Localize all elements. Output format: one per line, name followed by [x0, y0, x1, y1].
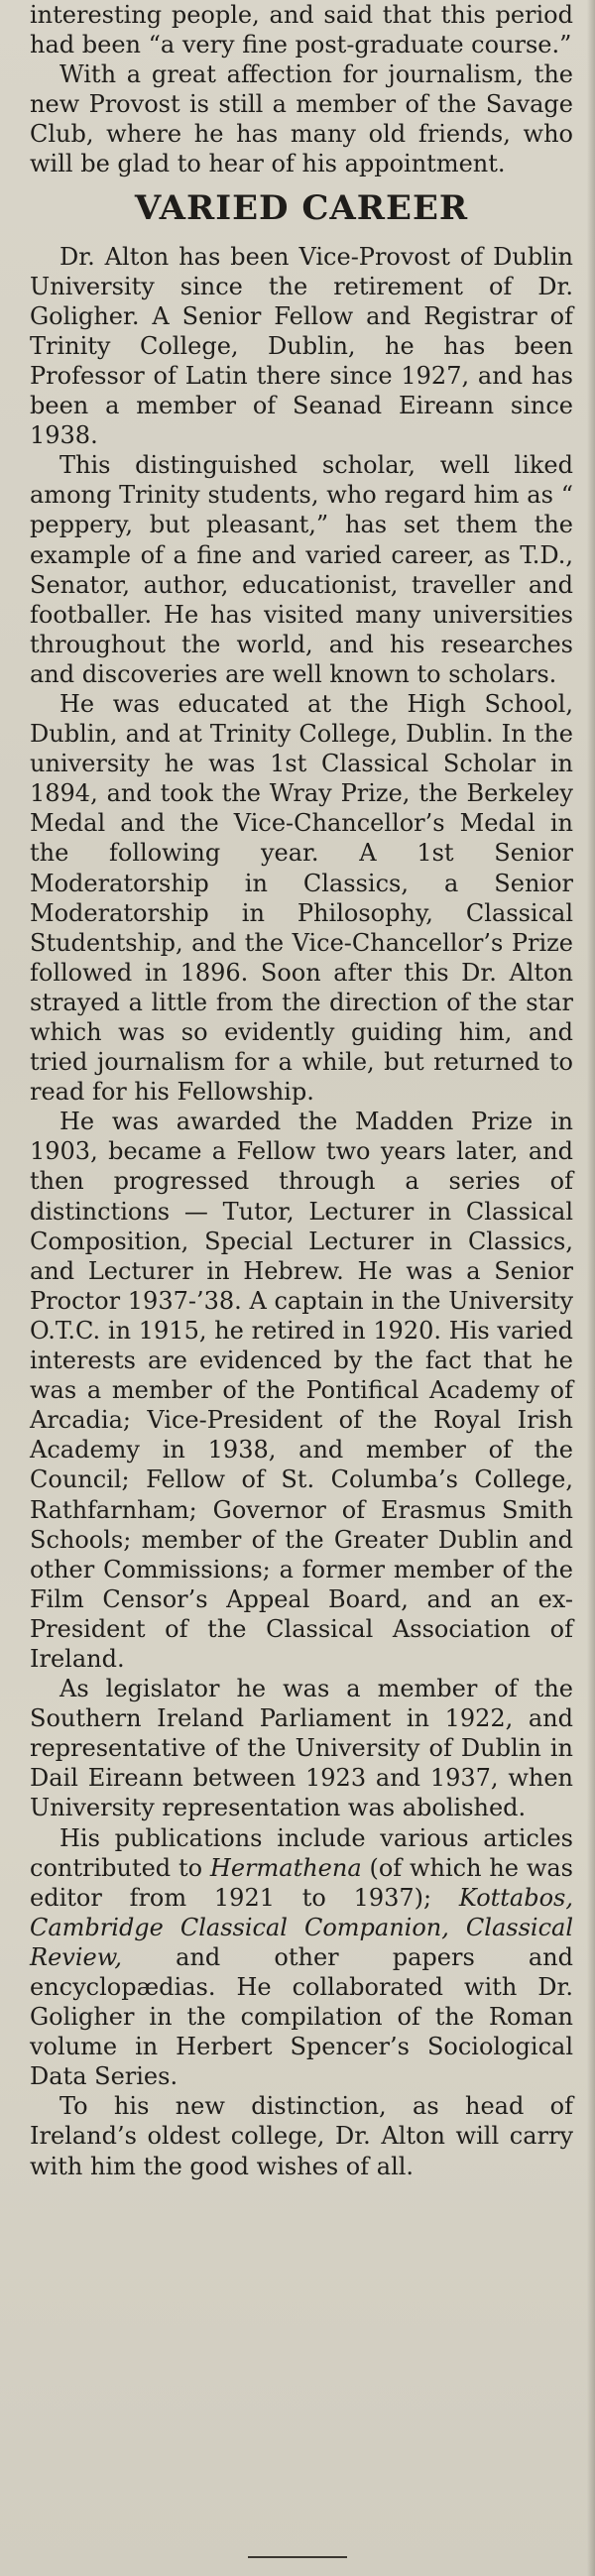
publications-text-b: (of which he was editor from 1921 to 1937); — [30, 1853, 573, 1912]
journal-hermathena: Hermathena — [209, 1853, 362, 1882]
paper-edge-shadow — [587, 0, 595, 2576]
intro-fragment: interesting people, and said that this period had been “a very fine post-graduate course.” — [30, 1, 573, 59]
paragraph-legislator: As legislator he was a member of the Southern Ireland Parliament in 1922, and representative of the University of Dublin in Dail Eireann between 1923 and 1937, when University representation was abolished. — [30, 1675, 573, 1822]
article-column — [30, 0, 573, 2181]
journal-list: Kottabos, Cambridge Classical Companion, Classical Review, — [30, 1883, 573, 1971]
end-rule — [248, 2556, 347, 2558]
paragraph-publications — [30, 1823, 573, 2092]
publications-text-a: His publications include various articles contributed to — [30, 1823, 573, 1882]
publications-text-c: and other papers and encyclopædias. He collaborated with Dr. Goligher in the compilation of the Roman volume in Herbert Spencer’s Sociological Data Series. — [30, 1942, 573, 2091]
paragraph-closing: To his new distinction, as head of Ireland’s oldest college, Dr. Alton will carry with him the good wishes of all. — [30, 2092, 573, 2180]
paragraph-vice-provost: Dr. Alton has been Vice-Provost of Dublin University since the retirement of Dr. Goligher. A Senior Fellow and Registrar of Trinity College, Dublin, he has been Professor of Latin there since 1927, and has been a member of Seanad Eireann since 1938. — [30, 242, 573, 450]
section-heading: VARIED CAREER — [134, 187, 469, 228]
paragraph-scholar: This distinguished scholar, well liked among Trinity students, who regard him as “ peppery, but pleasant,” has set them the example of a fine and varied career, as T.D., Senator, author, educationist, traveller and footballer. He has visited many universities throughout the world, and his researches and discoveries are well known to scholars. — [30, 451, 573, 688]
paragraph-distinctions: He was awarded the Madden Prize in 1903, became a Fellow two years later, and then progressed through a series of distinctions — Tutor, Lecturer in Classical Composition, Special Lecturer in Classics, and Lecturer in Hebrew. He was a Senior Proctor 1937-’38. A captain in the University O.T.C. in 1915, he retired in 1920. His varied interests are evidenced by the fact that he was a member of the Pontifical Academy of Arcadia; Vice-President of the Royal Irish Academy in 1938, and member of the Council; Fellow of St. Columba’s College, Rathfarnham; Governor of Erasmus Smith Schools; member of the Greater Dublin and other Commissions; a former member of the Film Censor’s Appeal Board, and an ex-President of the Classical Association of Ireland. — [30, 1108, 573, 1673]
intro-paragraph: With a great affection for journalism, the new Provost is still a member of the Savage Club, where he has many old friends, who will be glad to hear of his appointment. — [30, 60, 573, 178]
paragraph-education: He was educated at the High School, Dublin, and at Trinity College, Dublin. In the university he was 1st Classical Scholar in 1894, and took the Wray Prize, the Berkeley Medal and the Vice-Chancellor’s Medal in the following year. A 1st Senior Moderatorship in Classics, a Senior Moderatorship in Philosophy, Classical Studentship, and the Vice-Chancellor’s Prize followed in 1896. Soon after this Dr. Alton strayed a little from the direction of the star which was so evidently guiding him, and tried journalism for a while, but returned to read for his Fellowship. — [30, 689, 573, 1107]
